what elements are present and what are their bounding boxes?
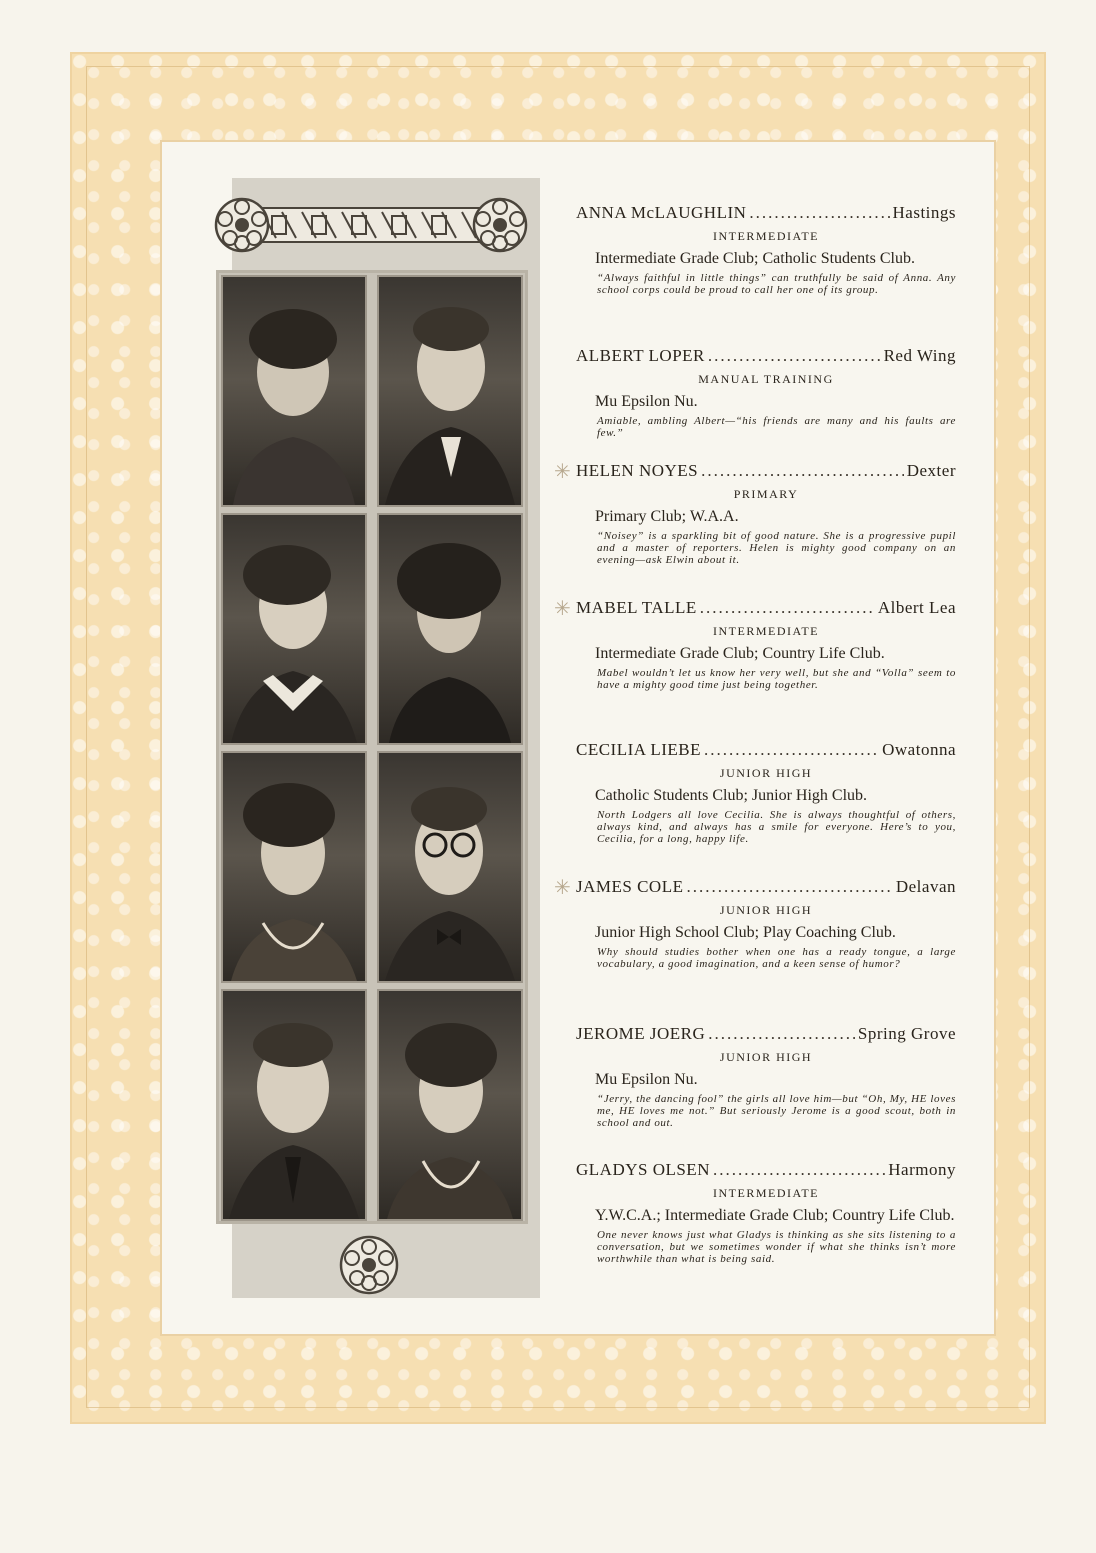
portrait-jerome-joerg: [221, 989, 367, 1221]
dot-leader: [713, 1160, 885, 1180]
star-icon: ✳: [554, 877, 571, 899]
entry-cecilia-liebe: [576, 740, 956, 845]
entry-mabel-talle: [554, 598, 956, 691]
student-name: HELEN NOYES: [576, 461, 699, 480]
clubs: Primary Club; W.A.A.: [595, 508, 739, 525]
major: INTERMEDIATE: [713, 1186, 819, 1200]
student-name: ALBERT LOPER: [576, 346, 705, 365]
dot-leader: [749, 203, 889, 223]
name-line: [576, 877, 956, 897]
student-name: MABEL TALLE: [576, 598, 697, 617]
ornament-banner-icon: [212, 192, 530, 258]
quote: One never knows just what Gladys is thinking as she sits listening to a conversation, but we sometimes wonder if what she thinks isn’t more worthwhile than what is being said.: [597, 1229, 956, 1265]
portrait-grid: [216, 270, 528, 1224]
major: JUNIOR HIGH: [719, 903, 813, 917]
dot-leader: [701, 461, 904, 481]
quote: Mabel wouldn’t let us know her very well, but she and “Volla” seem to have a mighty good time just being together.: [597, 667, 956, 691]
clubs: Mu Epsilon Nu.: [595, 1071, 698, 1088]
student-name: JAMES COLE: [576, 877, 684, 896]
portrait-helen-noyes: [221, 513, 367, 745]
major: INTERMEDIATE: [713, 624, 819, 638]
clubs: Intermediate Grade Club; Country Life Club.: [595, 645, 885, 662]
star-icon: ✳: [554, 461, 571, 483]
student-name: ANNA McLAUGHLIN: [576, 203, 747, 222]
student-name: GLADYS OLSEN: [576, 1160, 710, 1179]
hometown: Hastings: [892, 203, 956, 222]
dot-leader: [708, 1024, 855, 1044]
hometown: Red Wing: [883, 346, 956, 365]
portrait-james-cole: [377, 751, 523, 983]
major: JUNIOR HIGH: [719, 1050, 813, 1064]
entry-gladys-olsen: [576, 1160, 956, 1265]
entry-james-cole: [554, 877, 956, 970]
hometown: Delavan: [895, 877, 956, 896]
quote: “Noisey” is a sparkling bit of good nature. She is a progressive pupil and a master of reporters. Helen is mighty good company on an evening—ask Elwin about it.: [597, 530, 956, 566]
clubs: Y.W.C.A.; Intermediate Grade Club; Country Life Club.: [595, 1207, 955, 1224]
hometown: Albert Lea: [877, 598, 956, 617]
portrait-cecilia-liebe: [221, 751, 367, 983]
quote: Amiable, ambling Albert—“his friends are many and his faults are few.”: [597, 415, 956, 439]
rosette-ornament-icon: [338, 1234, 400, 1296]
quote: “Jerry, the dancing fool” the girls all love him—but “Oh, My, HE loves me, HE loves me not.” But seriously Jerome is a good scout, both in school and out.: [597, 1093, 956, 1129]
name-line: [576, 203, 956, 223]
clubs: Junior High School Club; Play Coaching Club.: [595, 924, 896, 941]
star-icon: ✳: [554, 598, 571, 620]
dot-leader: [708, 346, 881, 366]
student-name: CECILIA LIEBE: [576, 740, 702, 759]
name-line: [576, 461, 956, 481]
hometown: Owatonna: [882, 740, 956, 759]
name-line: [576, 346, 956, 366]
dot-leader: [686, 877, 892, 897]
entry-albert-loper: [576, 346, 956, 439]
portrait-mabel-talle: [377, 513, 523, 745]
dot-leader: [700, 598, 875, 618]
portrait-anna-mclaughlin: [221, 275, 367, 507]
name-line: [576, 598, 956, 618]
name-line: [576, 1160, 956, 1180]
clubs: Catholic Students Club; Junior High Club.: [595, 787, 868, 804]
quote: “Always faithful in little things” can truthfully be said of Anna. Any school corps could be proud to call her one of its group.: [597, 272, 956, 296]
student-name: JEROME JOERG: [576, 1024, 706, 1043]
hometown: Harmony: [888, 1160, 956, 1179]
clubs: Mu Epsilon Nu.: [595, 393, 698, 410]
entry-anna-mclaughlin: [576, 203, 956, 296]
portrait-gladys-olsen: [377, 989, 523, 1221]
quote: North Lodgers all love Cecilia. She is always thoughtful of others, always kind, and always has a smile for everyone. Here’s to you, Cecilia, for a long, happy life.: [597, 809, 956, 845]
clubs: Intermediate Grade Club; Catholic Students Club.: [595, 250, 915, 267]
quote: Why should studies bother when one has a ready tongue, a large vocabulary, a good imagination, and a keen sense of humor?: [597, 946, 956, 970]
entry-helen-noyes: [554, 461, 956, 566]
major: JUNIOR HIGH: [719, 766, 813, 780]
name-line: [576, 740, 956, 760]
name-line: [576, 1024, 956, 1044]
portrait-albert-loper: [377, 275, 523, 507]
entry-jerome-joerg: [576, 1024, 956, 1129]
major: PRIMARY: [733, 487, 799, 501]
hometown: Spring Grove: [857, 1024, 956, 1043]
major: MANUAL TRAINING: [698, 372, 834, 386]
hometown: Dexter: [906, 461, 956, 480]
major: INTERMEDIATE: [713, 229, 819, 243]
dot-leader: [704, 740, 879, 760]
